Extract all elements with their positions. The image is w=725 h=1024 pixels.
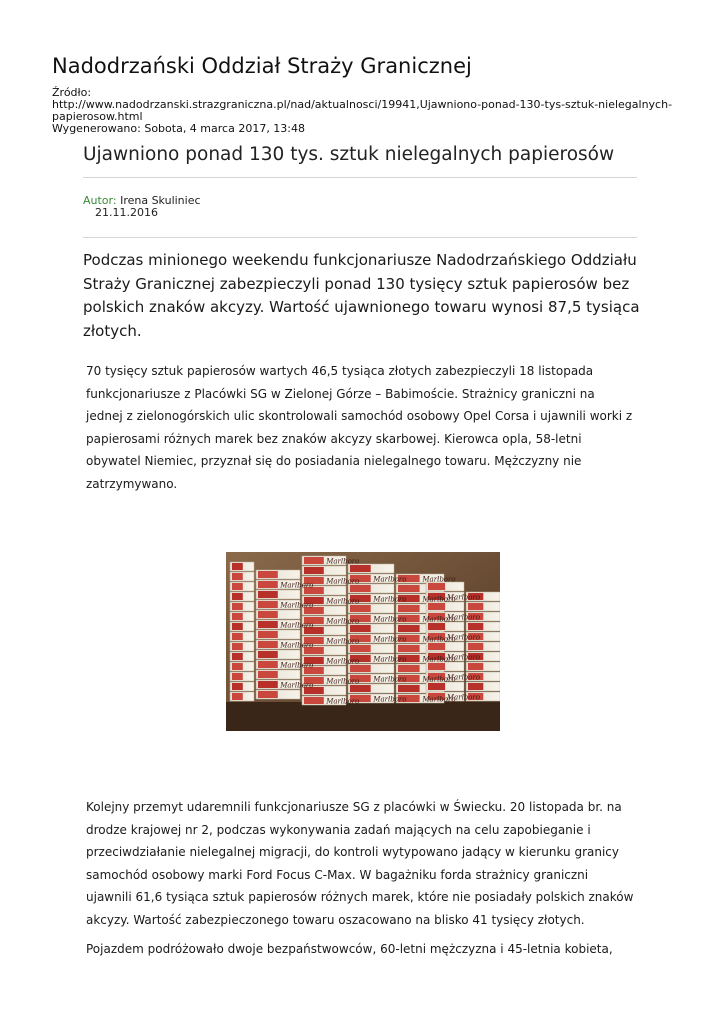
carton-red-band: [304, 557, 324, 564]
carton-red-band: [258, 641, 278, 648]
carton-red-band: [304, 697, 324, 704]
carton-brand-label: Marlboro: [326, 617, 360, 626]
carton-brand-label: Marlboro: [373, 595, 407, 604]
carton-red-band: [258, 691, 278, 698]
source-label: Źródło:: [52, 86, 92, 99]
carton-red-band: [350, 565, 371, 572]
carton-brand-label: Marlboro: [446, 613, 481, 622]
carton-brand-label: Marlboro: [326, 697, 360, 706]
carton-red-band: [232, 573, 243, 580]
carton-brand-label: Marlboro: [326, 637, 360, 646]
carton-red-band: [398, 665, 420, 672]
carton-red-band: [428, 663, 445, 670]
carton-red-band: [232, 643, 243, 650]
carton-red-band: [350, 685, 371, 692]
generated-timestamp: Wygenerowano: Sobota, 4 marca 2017, 13:48: [52, 122, 306, 135]
carton-brand-label: Marlboro: [373, 575, 407, 584]
carton-red-band: [232, 683, 243, 690]
carton-red-band: [258, 591, 278, 598]
title-divider: [83, 177, 637, 178]
carton-brand-label: Marlboro: [280, 641, 314, 650]
carton-brand-label: Marlboro: [280, 581, 314, 590]
carton-red-band: [258, 571, 278, 578]
carton-red-band: [232, 633, 243, 640]
carton-red-band: [232, 693, 243, 700]
article-paragraph-1: 70 tysięcy sztuk papierosów wartych 46,5 tysiąca złotych zabezpieczyli 18 listopada funkcjonariusze z Placówki SG w Zielonej Górze – Babimoście. Strażnicy graniczni na jednej z zielonogórskich ulic skontrolowali samochód osobowy Opel Corsa i ujawnili worki z papierosami różnych marek bez znaków akcyzy skarbowej. Kierowca opla, 58-letni obywatel Niemiec, przyznał się do posiadania nielegalnego towaru. Mężczyzny nie zatrzymywano.: [86, 364, 633, 491]
carton-brand-label: Marlboro: [280, 681, 314, 690]
carton-red-band: [398, 585, 420, 592]
site-title: Nadodrzański Oddział Straży Granicznej: [52, 54, 472, 78]
carton-red-band: [468, 683, 483, 690]
carton-brand-label: Marlboro: [422, 655, 456, 664]
carton-brand-label: Marlboro: [422, 595, 456, 604]
carton-red-band: [350, 665, 371, 672]
carton-red-band: [232, 583, 243, 590]
carton-red-band: [232, 673, 243, 680]
carton-brand-label: Marlboro: [326, 557, 360, 566]
carton-red-band: [428, 603, 445, 610]
carton-red-band: [258, 621, 278, 628]
carton-brand-label: Marlboro: [373, 695, 407, 704]
carton-red-band: [350, 625, 371, 632]
carton-brand-label: Marlboro: [422, 695, 456, 704]
carton-brand-label: Marlboro: [373, 675, 407, 684]
carton-brand-label: Marlboro: [446, 673, 481, 682]
carton-red-band: [350, 585, 371, 592]
author-name: Irena Skuliniec: [120, 194, 201, 207]
carton-red-band: [350, 605, 371, 612]
carton-red-band: [468, 603, 483, 610]
carton-red-band: [428, 643, 445, 650]
carton-brand-label: Marlboro: [280, 601, 314, 610]
carton-red-band: [258, 631, 278, 638]
carton-red-band: [304, 567, 324, 574]
carton-red-band: [398, 625, 420, 632]
carton-red-band: [468, 623, 483, 630]
carton-red-band: [232, 653, 243, 660]
carton-brand-label: Marlboro: [422, 675, 456, 684]
carton-brand-label: Marlboro: [446, 633, 481, 642]
carton-red-band: [232, 593, 243, 600]
article-title: Ujawniono ponad 130 tys. sztuk nielegalnych papierosów: [83, 144, 615, 165]
author-divider: [83, 237, 637, 238]
carton-brand-label: Marlboro: [373, 615, 407, 624]
cigarette-cartons-image: [226, 552, 500, 731]
carton-brand-label: Marlboro: [280, 621, 314, 630]
carton-red-band: [468, 663, 483, 670]
carton-brand-label: Marlboro: [280, 661, 314, 670]
cigarettes-photo: [226, 552, 500, 731]
publish-date: 21.11.2016: [95, 206, 158, 219]
carton-red-band: [258, 581, 278, 588]
carton-red-band: [428, 583, 445, 590]
carton-red-band: [258, 671, 278, 678]
carton-red-band: [350, 645, 371, 652]
carton-red-band: [232, 613, 243, 620]
carton-brand-label: Marlboro: [373, 635, 407, 644]
carton-brand-label: Marlboro: [422, 635, 456, 644]
author-label: Autor:: [83, 194, 117, 207]
article-paragraph-2: Kolejny przemyt udaremnili funkcjonariusze SG z placówki w Świecku. 20 listopada br. na drodze krajowej nr 2, podczas wykonywania zadań mających na celu zapobieganie i przeciwdziałanie nielegalnej migracji, do kontroli wytypowano jadący w kierunku granicy samochód osobowy marki Ford Focus C-Max. W bagażniku forda strażnicy graniczni ujawnili 61,6 tysiąca sztuk papierosów różnych marek, które nie posiadały polskich znaków akcyzy. Wartość zabezpieczonego towaru oszacowano na blisko 41 tysięcy złotych.: [86, 800, 634, 927]
carton-brand-label: Marlboro: [326, 657, 360, 666]
carton-brand-label: Marlboro: [446, 693, 481, 702]
article-paragraph-3: Pojazdem podróżowało dwoje bezpaństwowców, 60-letni mężczyzna i 45-letnia kobieta,: [86, 942, 613, 956]
source-url[interactable]: http://www.nadodrzanski.strazgraniczna.pl/nad/aktualnosci/19941,Ujawniono-ponad-130-tys-sztuk-nielegalnych-papierosow.html: [52, 98, 673, 123]
carton-brand-label: Marlboro: [326, 677, 360, 686]
carton-red-band: [258, 601, 278, 608]
carton-red-band: [258, 651, 278, 658]
carton-red-band: [428, 683, 445, 690]
carton-red-band: [428, 623, 445, 630]
document-meta: [52, 87, 677, 135]
carton-brand-label: Marlboro: [446, 593, 481, 602]
carton-red-band: [232, 603, 243, 610]
carton-brand-label: Marlboro: [326, 577, 360, 586]
carton-red-band: [232, 563, 243, 570]
carton-red-band: [398, 645, 420, 652]
carton-red-band: [468, 643, 483, 650]
carton-red-band: [398, 605, 420, 612]
carton-brand-label: Marlboro: [422, 615, 456, 624]
carton-brand-label: Marlboro: [446, 653, 481, 662]
author-block: [83, 195, 201, 219]
carton-brand-label: Marlboro: [326, 597, 360, 606]
carton-red-band: [232, 623, 243, 630]
carton-red-band: [258, 611, 278, 618]
carton-red-band: [232, 663, 243, 670]
carton-brand-label: Marlboro: [422, 575, 456, 584]
carton-red-band: [258, 661, 278, 668]
carton-red-band: [398, 685, 420, 692]
article-lead: Podczas minionego weekendu funkcjonariusze Nadodrzańskiego Oddziału Straży Granicznej zabezpieczyli ponad 130 tysięcy sztuk papierosów bez polskich znaków akcyzy. Wartość ujawnionego towaru wynosi 87,5 tysiąca złotych.: [83, 251, 640, 340]
carton-brand-label: Marlboro: [373, 655, 407, 664]
carton-red-band: [258, 681, 278, 688]
